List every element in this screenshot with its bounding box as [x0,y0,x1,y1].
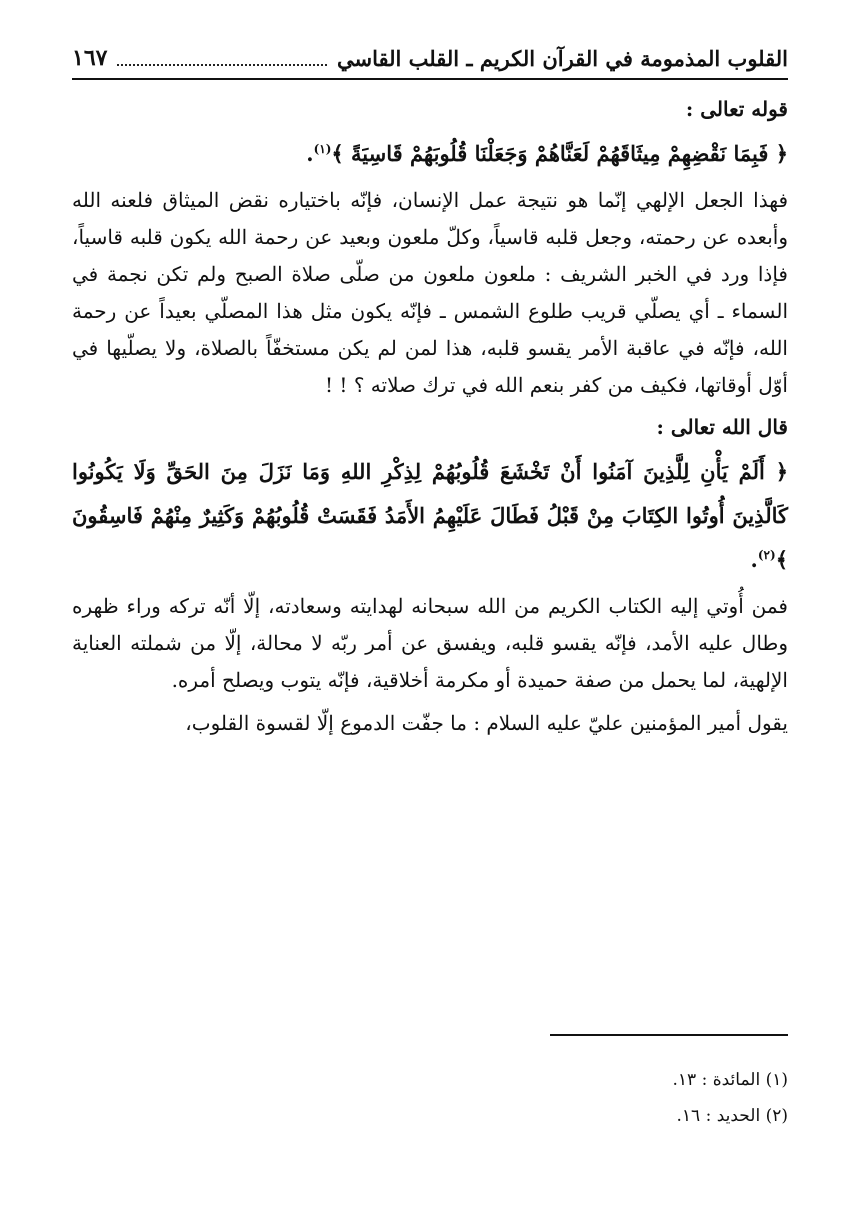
footnote-ref-1: (١) [313,142,332,156]
verse-1-open-bracket: ﴿ [775,141,788,166]
verse-2-text: أَلَمْ يَأْنِ لِلَّذِينَ آمَنُوا أَنْ تَخْشَعَ قُلُوبُهُمْ لِذِكْرِ اللهِ وَمَا نَزَلَ مِنَ الحَقِّ وَلَا يَكُونُوا كَالَّذِينَ أُوتُوا الكِتَابَ مِنْ قَبْلُ فَطَالَ عَلَيْهِمُ الأَمَدُ فَقَسَتْ قُلُوبُهُمْ وَكَثِيرٌ مِنْهُمْ فَاسِقُونَ [72,459,788,528]
paragraph-1: فهذا الجعل الإلهي إنّما هو نتيجة عمل الإنسان، فإنّه باختياره نقض الميثاق فلعنه الله وأبعده عن رحمته، وجعل قلبه قاسياً، وكلّ ملعون وبعيد عن رحمة الله يكون قلبه قاسياً، فإذا ورد في الخبر الشريف : ملعون ملعون من صلّى صلاة الصبح ولم تكن نجمة في السماء ـ أي يصلّي قريب طلوع الشمس ـ فإنّه يكون مثل هذا المصلّي بعيداً عن رحمة الله، فإنّه في عاقبة الأمر يقسو قلبه، هذا لمن لم يكن مستخفّاً بالصلاة، ولا يصلّيها في أوّل أوقاتها، فكيف من كفر بنعم الله في ترك صلاته ؟ ! ! [72,188,789,397]
footnote-1: (١) المائدة : ١٣. [672,1070,788,1090]
main-text [72,92,788,748]
footnote-separator [550,1034,788,1036]
running-header [72,38,788,80]
verse-2-close-bracket: ﴾ [775,547,788,572]
verse-1-text: فَبِمَا نَقْضِهِمْ مِيثَاقَهُمْ لَعَنَّاهُمْ وَجَعَلْنَا قُلُوبَهُمْ قَاسِيَةً [351,141,769,166]
footnote-ref-2: (٢) [757,548,776,562]
quran-verse-1 [72,132,788,176]
verse-2-end: . [750,547,758,572]
paragraph-3: يقول أمير المؤمنين عليّ عليه السلام : ما جفّت الدموع إلّا لقسوة القلوب، [185,711,788,735]
verse-2-open-bracket: ﴿ [775,459,789,484]
intro-2: قال الله تعالى : [656,415,788,439]
paragraph-2: فمن أُوتي إليه الكتاب الكريم من الله سبحانه لهدايته وسعادته، إلّا أنّه تركه وراء ظهره وطال عليه الأمد، فإنّه يقسو قلبه، ويفسق عن أمر ربّه لا محالة، إلّا من شملته العناية الإلهية، لما يحمل من صفة حميدة أو مكرمة أخلاقية، فإنّه يتوب ويصلح أمره. [72,594,788,692]
verse-1-close-bracket: ﴾ [331,141,344,166]
running-title: القلوب المذمومة في القرآن الكريم ـ القلب القاسي [336,45,788,71]
footnotes [72,1062,788,1134]
footnote-2: (٢) الحديد : ١٦. [676,1106,788,1126]
verse-1-end: . [306,141,314,166]
quran-verse-2 [72,450,788,582]
page-number: ١٦٧ [72,45,108,71]
intro-1: قوله تعالى : [685,97,788,121]
header-dot-leader [117,50,327,66]
